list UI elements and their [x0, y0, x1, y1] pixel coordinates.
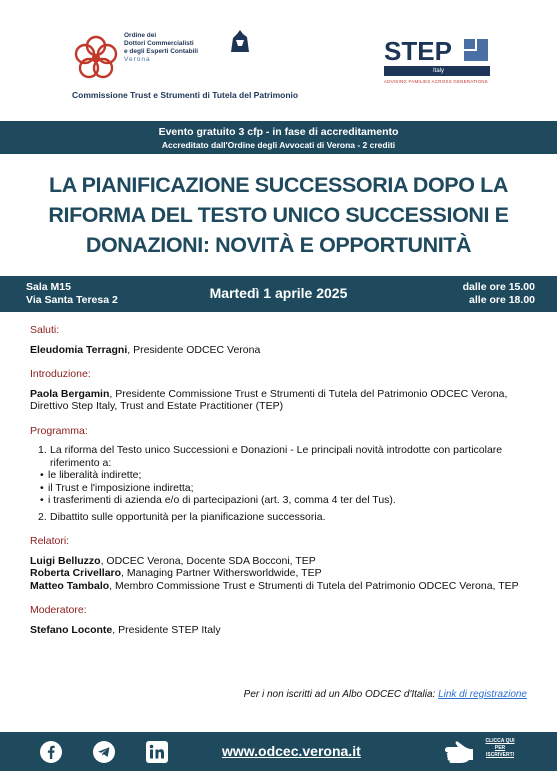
- relatori-heading: Relatori:: [30, 535, 70, 547]
- program-item-1: [38, 444, 535, 469]
- relatore-item: [30, 580, 535, 593]
- step-italy-bar: [384, 66, 490, 76]
- facebook-icon[interactable]: [40, 741, 62, 763]
- speaker-role: , Membro Commissione Trust e Strumenti di Tutela del Patrimonio ODCEC Verona, TEP: [109, 579, 519, 592]
- page-footer: [0, 732, 557, 771]
- program-item-text: Dibattito sulle opportunità per la pianificazione successoria.: [50, 510, 326, 523]
- odcec-city: Verona: [124, 56, 151, 63]
- saluti-speaker: [30, 344, 535, 357]
- event-program: [30, 324, 535, 648]
- accreditation-line-2: Accreditato dall'Ordine degli Avvocati di Verona - 2 crediti: [161, 140, 396, 150]
- speaker-role: , Presidente Commissione Trust e Strumenti di Tutela del Patrimonio ODCEC Verona, Direttivo Step Italy, Trust and Estate Practitioner (TEP): [30, 387, 508, 412]
- introduzione-speaker: [30, 388, 535, 413]
- step-tagline: ADVISING FAMILIES ACROSS GENERATIONS: [384, 79, 488, 84]
- event-time-to: alle ore 18.00: [469, 294, 535, 306]
- event-info-bar: [0, 276, 557, 312]
- step-italy-label: Italy: [432, 68, 444, 74]
- pointing-hand-icon[interactable]: [443, 738, 475, 766]
- speaker-role: , Presidente ODCEC Verona: [127, 343, 261, 356]
- program-item-number: 1.: [38, 444, 47, 456]
- odcec-line-2: Dottori Commercialisti: [124, 40, 194, 47]
- website-link[interactable]: www.odcec.verona.it: [222, 743, 361, 759]
- odcec-logo: [66, 28, 306, 100]
- registration-note: [244, 689, 527, 700]
- saluti-section: [30, 324, 535, 356]
- programma-heading: Programma:: [30, 424, 88, 437]
- step-wordmark: STEP: [384, 36, 452, 66]
- speaker-name: Stefano Loconte: [30, 623, 113, 636]
- moderatore-heading: Moderatore:: [30, 604, 87, 616]
- accreditation-line-1: Evento gratuito 3 cfp - in fase di accreditamento: [158, 126, 399, 138]
- program-item-2: [38, 511, 535, 524]
- relatore-item: [30, 555, 535, 568]
- register-cta[interactable]: CLICCA QUI PER ISCRIVERTI: [485, 738, 515, 758]
- speaker-role: , ODCEC Verona, Docente SDA Bocconi, TEP: [100, 554, 316, 567]
- registration-note-text: Per i non iscritti ad un Albo ODCEC d'Italia:: [243, 689, 439, 700]
- odcec-name: [124, 32, 244, 64]
- page-header: [0, 0, 557, 121]
- event-room: Sala M15: [26, 281, 71, 293]
- saluti-heading: Saluti:: [30, 324, 60, 336]
- lion-emblem-icon: [228, 28, 252, 54]
- speaker-role: , Managing Partner Withersworldwide, TEP: [121, 567, 322, 579]
- program-bullet: • le liberalità indirette;: [40, 469, 535, 482]
- commission-name: Commissione Trust e Strumenti di Tutela del Patrimonio: [72, 90, 299, 100]
- speaker-role: , Presidente STEP Italy: [112, 623, 221, 636]
- step-italy-logo: [384, 36, 494, 92]
- event-time: [463, 281, 535, 307]
- odcec-flower-icon: [70, 32, 122, 84]
- step-square-icon: [464, 39, 488, 61]
- relatori-section: [30, 535, 535, 592]
- introduzione-section: [30, 368, 535, 413]
- speaker-name: Roberta Crivellaro: [30, 567, 122, 579]
- speaker-name: Eleudomia Terragni: [30, 343, 128, 356]
- moderatore-speaker: [30, 624, 535, 637]
- odcec-line-3: e degli Esperti Contabili: [124, 48, 199, 55]
- speaker-name: Luigi Belluzzo: [30, 554, 101, 567]
- program-bullet: • il Trust e l'imposizione indiretta;: [40, 482, 535, 495]
- event-title: LA PIANIFICAZIONE SUCCESSORIA DOPO LA RIFORMA DEL TESTO UNICO SUCCESSIONI E DONAZIONI: NOVITÀ E OPPORTUNITÀ: [48, 173, 509, 257]
- linkedin-icon[interactable]: [146, 741, 168, 763]
- event-date: Martedì 1 aprile 2025: [209, 285, 348, 301]
- introduzione-heading: Introduzione:: [30, 368, 91, 380]
- registration-link[interactable]: Link di registrazione: [438, 689, 527, 700]
- telegram-icon[interactable]: [93, 741, 115, 763]
- speaker-name: Paola Bergamin: [30, 387, 110, 400]
- event-time-from: dalle ore 15.00: [462, 281, 535, 293]
- program-item-number: 2.: [38, 510, 47, 523]
- speaker-name: Matteo Tambalo: [30, 579, 110, 592]
- program-bullet: • i trasferimenti di azienda e/o di partecipazioni (art. 3, comma 4 ter del Tus).: [40, 494, 535, 507]
- odcec-line-1: Ordine dei: [124, 32, 157, 39]
- moderatore-section: [30, 604, 535, 636]
- program-item-text: La riforma del Testo unico Successioni e Donazioni - Le principali novità introdotte con particolare riferimento a:: [50, 444, 503, 469]
- relatore-item: [30, 567, 535, 580]
- programma-section: [30, 425, 535, 524]
- event-address: Via Santa Teresa 2: [26, 294, 118, 306]
- accreditation-banner: [0, 121, 557, 154]
